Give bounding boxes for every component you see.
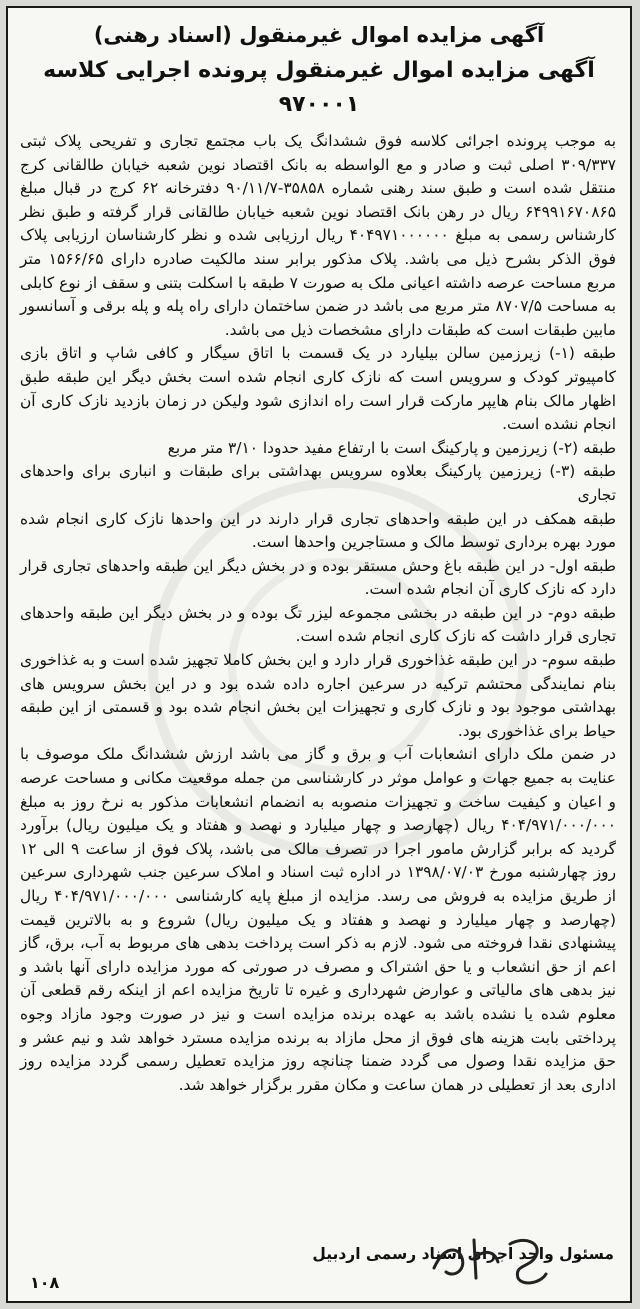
- body-paragraph-ground-floor: طبقه همکف در این طبقه واحدهای تجاری قرار دارند در این واحدها نازک کاری انجام شده مورد بهره برداری توسط مالک و مستاجرین واحدها است.: [20, 509, 616, 552]
- body-paragraph-second-floor: طبقه دوم- در این طبقه در بخشی مجموعه لیزر تگ بوده و در بخش دیگر این طبقه واحدهای تجاری قرار داشت که نازک کاری انجام شده است.: [20, 603, 616, 646]
- body-paragraph-floor-minus1: طبقه (۱-) زیرزمین سالن بیلیارد در یک قسمت با اتاق سیگار و کافی شاپ و اتاق بازی کامپیوتر کودک و سرویس است که نازک کاری انجام شده است بخش دیگر این طبقه طبق اظهار مالک بنام هایپر مارکت قرار است راه اندازی شود ولیکن در زمان بازدید نازک کاری آن انجام نشده است.: [20, 344, 617, 434]
- notice-title: آگهی مزایده اموال غیرمنقول (اسناد رهنی): [93, 23, 545, 47]
- notice-subtitle: آگهی مزایده اموال غیرمنقول پرونده اجرایی کلاسه ۹۷۰۰۰۱: [43, 58, 595, 117]
- page-number: ۱۰۸: [30, 1273, 60, 1292]
- body-paragraph-valuation-terms: در ضمن ملک دارای انشعابات آب و برق و گاز می باشد ارزش ششدانگ ملک موصوف با عنایت به جمیع جهات و عوامل موثر در کارشناسی من جمله موقعیت مکانی و مساحت عرصه و اعیان و کیفیت ساخت و تجهیزات منصوبه به انضمام انشعابات مذکور به نرخ روز به مبلغ ۴۰۴/۹۷۱/۰۰۰/۰۰۰ ریال (چهارصد و چهار میلیارد و نهصد و هفتاد و یک میلیون ریال) برآورد گردید که برابر گزارش مامور اجرا در تصرف مالک می باشد، پلاک فوق از ساعت ۹ الی ۱۲ روز چهارشنبه مورخ ۱۳۹۸/۰۷/۰۳ در اداره ثبت اسناد و املاک سرعین جنب شهرداری سرعین از طریق مزایده به فروش می رسد. مزایده از مبلغ پایه کارشناسی ۴۰۴/۹۷۱/۰۰۰/۰۰۰ ریال (چهارصد و چهار میلیارد و نهصد و هفتاد و یک میلیون ریال) شروع و به بالاترین قیمت پیشنهادی نقدا فروخته می شود. لازم به ذکر است پرداخت بدهی های مربوط به آب، برق، گاز اعم از حق انشعاب و یا حق اشتراک و مصرف در صورتی که مورد مزایده دارای آنها باشد و نیز بدهی های مالیاتی و عوارض شهرداری و غیره تا تاریخ مزایده اعم از اینکه رقم قطعی آن معلوم شده یا نشده باشد به عهده برنده مزایده است و نیز در صورت وجود مازاد وجوه پرداختی بابت هزینه های فوق از محل مازاد به برنده مزایده مسترد خواهد شد و نیم عشر و حق مزایده نقدا وصول می گردد ضمنا چنانچه روز مزایده تعطیل رسمی گردد مزایده روز اداری بعد از تعطیلی در همان ساعت و مکان مقرر برگزار خواهد شد.: [20, 745, 617, 1094]
- body-paragraph-floor-minus3: طبقه (۳-) زیرزمین پارکینگ بعلاوه سرویس بهداشتی برای طبقات و انباری برای واحدهای تجاری: [20, 462, 616, 504]
- notice-page: [6, 6, 632, 1303]
- notice-body: [8, 122, 630, 1097]
- body-paragraph-third-floor: طبقه سوم- در این طبقه غذاخوری قرار دارد و این بخش کاملا تجهیز شده است و به غذاخوری بنام نمایندگی محتشم ترکیه در سرعین اجاره داده شده بود و در این بخش سرویس های بهداشتی موجود بود و نازک کاری و تجهیزات این بخش انجام شده بود و قسمتی از این طبقه حیاط برای غذاخوری بود.: [20, 651, 616, 740]
- signature-line: مسئول واحد اجرای اسناد رسمی اردبیل: [312, 1245, 614, 1263]
- body-paragraph-intro: به موجب پرونده اجرائی کلاسه فوق ششدانگ یک باب مجتمع تجاری و تفریحی پلاک ثبتی ۳۰۹/۳۳۷ اصلی ثبت و صادر و مع الواسطه به بانک اقتصاد نوین شعبه خیابان طالقانی کرج منتقل شده است و طبق سند رهنی شماره ۳۵۸۵۸-۹۰/۱۱/۷ دفترخانه ۶۲ کرج در قبال مبلغ ۶۴۹۹۱۶۷۰۸۶۵ ریال در رهن بانک اقتصاد نوین شعبه خیابان طالقانی قرار گرفته و طبق نظر کارشناس رسمی به مبلغ ۴۰۴۹۷۱۰۰۰۰۰۰ ریال ارزیابی شده و نظر کارشناسان ارزیابی پلاک فوق الذکر بشرح ذیل می باشد. پلاک مذکور برابر سند مالکیت صادره دارای ۱۵۶۶/۶۵ متر مربع مساحت عرصه داشته اعیانی ملک به صورت ۷ طبقه با اسکلت بتنی و سقف از نوع کابلی به مساحت ۸۷۰۷/۵ متر مربع می باشد در ضمن ساختمان دارای راه پله و پله برقی و آسانسور مابین طبقات است که طبقات دارای مشخصات ذیل می باشد.: [20, 132, 617, 339]
- body-paragraph-first-floor: طبقه اول- در این طبقه باغ وحش مستقر بوده و در بخش دیگر این طبقه واحدهای تجاری قرار دارد که نازک کاری آن انجام شده است.: [20, 556, 616, 599]
- body-paragraph-floor-minus2: طبقه (۲-) زیرزمین و پارکینگ است با ارتفاع مفید حدودا ۳/۱۰ متر مربع: [167, 438, 616, 457]
- handwritten-number-mark: [424, 1228, 554, 1288]
